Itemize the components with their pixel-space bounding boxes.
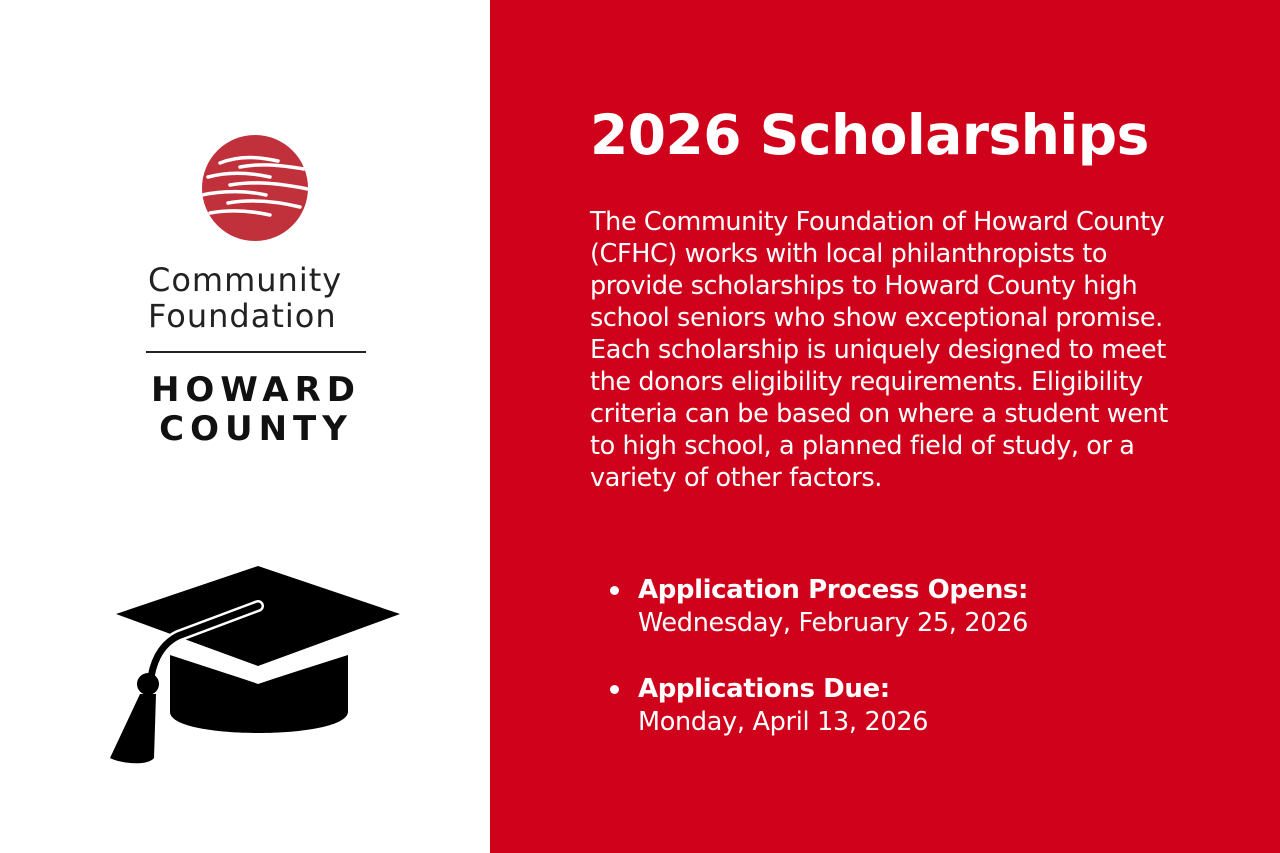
logo-name-line1: Community (148, 261, 343, 299)
date-label: Application Process Opens: (638, 575, 1029, 605)
logo-divider (146, 351, 366, 353)
bullet-icon (610, 586, 619, 595)
graduation-cap-icon (108, 562, 408, 772)
bullet-icon (610, 685, 619, 694)
list-item (610, 673, 1230, 738)
left-panel (0, 0, 490, 853)
logo-name-line2: Foundation (148, 297, 337, 335)
date-value: Monday, April 13, 2026 (638, 707, 929, 737)
description-paragraph: The Community Foundation of Howard County (CFHC) works with local philanthropists to provide scholarships to Howard County high school seniors who show exceptional promise. Each scholarship is uniquely designed to meet the donors eligibility requirements. Eligibility criteria can be based on where a student went to high school, a planned field of study, or a variety of other factors. (590, 207, 1168, 493)
logo-county-line2: COUNTY (159, 409, 353, 449)
date-value: Wednesday, February 25, 2026 (638, 608, 1029, 638)
globe-stripes-icon (200, 133, 310, 243)
list-item (610, 574, 1230, 639)
key-dates-list (610, 574, 1230, 772)
page-title: 2026 Scholarships (590, 103, 1149, 167)
logo-county-line1: HOWARD (150, 370, 362, 410)
date-label: Applications Due: (638, 674, 890, 704)
